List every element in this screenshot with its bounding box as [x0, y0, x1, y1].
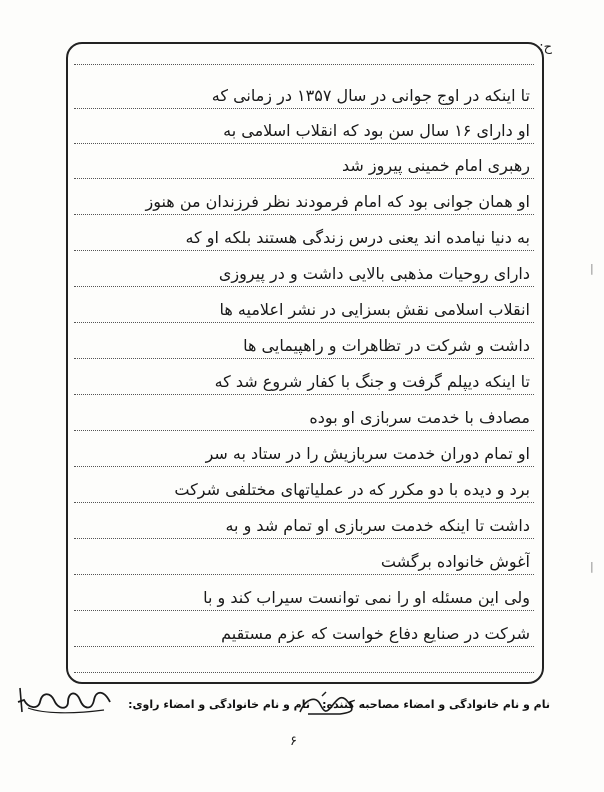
ruled-line: [74, 538, 534, 539]
text-line: رهبری امام خمینی پیروز شد: [342, 156, 530, 175]
ruled-line: [74, 502, 534, 503]
text-line: ولی این مسئله او را نمی توانست سیراب کند و با: [203, 588, 530, 607]
ruled-line: [74, 322, 534, 323]
ruled-line: [74, 394, 534, 395]
ruled-line: [74, 250, 534, 251]
ruled-line: [74, 143, 534, 144]
text-line: آغوش خانواده برگشت: [380, 552, 530, 571]
ruled-line: [74, 108, 534, 109]
ruled-line: [74, 178, 534, 179]
ruled-line: [74, 286, 534, 287]
text-line: برد و دیده با دو مکرر که در عملیاتهای مختلفی شرکت: [174, 480, 530, 499]
interviewer-label: نام و نام خانوادگی و امضاء مصاحبه کننده:: [322, 698, 550, 711]
ruled-line: [74, 358, 534, 359]
text-line: به دنیا نیامده اند یعنی درس زندگی هستند بلکه او که: [185, 228, 530, 247]
page-number: ۶: [290, 734, 297, 749]
text-line: تا اینکه در اوج جوانی در سال ۱۳۵۷ در زمانی که: [211, 86, 530, 105]
narrator-signature: [14, 682, 114, 716]
ruled-line: [74, 672, 534, 673]
text-line: داشت و شرکت در تظاهرات و راهپیمایی ها: [243, 336, 530, 355]
text-line: شرکت در صنایع دفاع خواست که عزم مستقیم: [221, 624, 530, 643]
narrator-label: نام و نام خانوادگی و امضاء راوی:: [128, 698, 310, 711]
text-line: او همان جوانی بود که امام فرمودند نظر فرزندان من هنوز: [145, 192, 530, 211]
text-line: داشت تا اینکه خدمت سربازی او تمام شد و به: [225, 516, 530, 535]
text-line: مصادف با خدمت سربازی او بوده: [309, 408, 530, 427]
ruled-line: [74, 646, 534, 647]
text-line: او دارای ۱۶ سال سن بود که انقلاب اسلامی به: [223, 121, 530, 140]
ruled-line: [74, 574, 534, 575]
text-line: او تمام دوران خدمت سربازیش را در ستاد به سر: [205, 444, 530, 463]
punch-hole-mark: |: [590, 262, 594, 275]
interviewer-signature: [296, 690, 358, 720]
ruled-line: [74, 64, 534, 65]
text-line: تا اینکه دیپلم گرفت و جنگ با کفار شروع شد که: [214, 372, 530, 391]
ruled-line: [74, 430, 534, 431]
text-line: دارای روحیات مذهبی بالایی داشت و در پیروزی: [218, 264, 530, 283]
ruled-line: [74, 214, 534, 215]
punch-hole-mark: |: [590, 560, 594, 573]
ruled-line: [74, 466, 534, 467]
text-line: انقلاب اسلامی نقش بسزایی در نشر اعلامیه ها: [219, 300, 530, 319]
corner-mark: ح:: [539, 40, 552, 55]
ruled-line: [74, 610, 534, 611]
